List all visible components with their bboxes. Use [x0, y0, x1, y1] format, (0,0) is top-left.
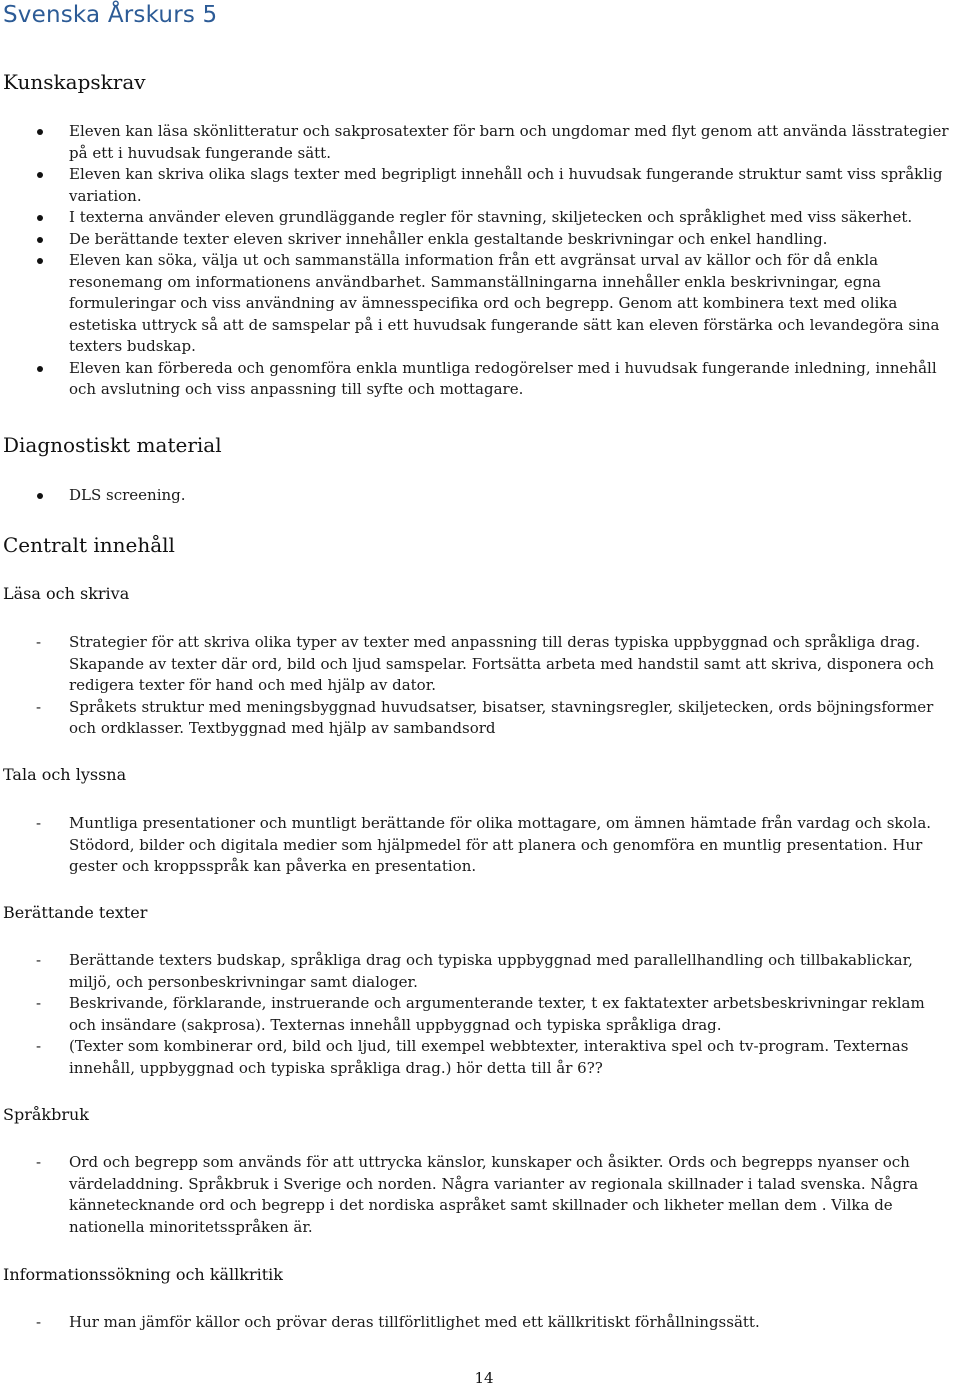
- list-item: Eleven kan läsa skönlitteratur och sakprosatexter för barn och ungdomar med flyt genom att använda lässtrategier på ett i huvudsak fungerande sätt.: [0, 121, 960, 164]
- list-item: - Språkets struktur med meningsbyggnad huvudsatser, bisatser, stavningsregler, skiljetecken, ords böjningsformer och ordklasser. Textbyggnad med hjälp av sambandsord: [0, 697, 960, 740]
- kunskapskrav-list: [0, 121, 960, 401]
- subheading-sprakbruk: Språkbruk: [3, 1105, 89, 1124]
- list-item: De berättande texter eleven skriver innehåller enkla gestaltande beskrivningar och enkel handling.: [0, 229, 960, 251]
- tala-och-lyssna-list: [0, 813, 960, 878]
- subheading-informationssokning: Informationssökning och källkritik: [3, 1265, 283, 1284]
- heading-diagnostiskt-material: Diagnostiskt material: [3, 433, 222, 457]
- diagnostiskt-list: [0, 485, 960, 507]
- page-number: 14: [474, 1369, 494, 1387]
- list-item: DLS screening.: [0, 485, 960, 507]
- list-item: - (Texter som kombinerar ord, bild och ljud, till exempel webbtexter, interaktiva spel och tv-program. Texternas innehåll, uppbyggnad och typiska språkliga drag.) hör detta till år 6??: [0, 1036, 960, 1079]
- heading-centralt-innehall: Centralt innehåll: [3, 533, 175, 557]
- list-item: - Berättande texters budskap, språkliga drag och typiska uppbyggnad med parallellhandling och tillbakablickar, miljö, och personbeskrivningar samt dialoger.: [0, 950, 960, 993]
- list-item: - Hur man jämför källor och prövar deras tillförlitlighet med ett källkritiskt förhållningssätt.: [0, 1312, 960, 1334]
- berattande-texter-list: [0, 950, 960, 1079]
- list-item: Eleven kan förbereda och genomföra enkla muntliga redogörelser med i huvudsak fungerande inledning, innehåll och avslutning och viss anpassning till syfte och mottagare.: [0, 358, 960, 401]
- list-item: I texterna använder eleven grundläggande regler för stavning, skiljetecken och språklighet med viss säkerhet.: [0, 207, 960, 229]
- heading-kunskapskrav: Kunskapskrav: [3, 70, 146, 94]
- list-item: Eleven kan söka, välja ut och sammanställa information från ett avgränsat urval av källor och för då enkla resonemang om informationens användbarhet. Sammanställningarna innehåller enkla beskrivningar, egna formuleringar och viss användning av ämnesspecifika ord och begrepp. Genom att kombinera text med olika estetiska uttryck så att de samspelar på i ett huvudsak fungerande sätt kan eleven förstärka och levandegöra sina texters budskap.: [0, 250, 960, 358]
- list-item: Eleven kan skriva olika slags texter med begripligt innehåll och i huvudsak fungerande struktur samt viss språklig variation.: [0, 164, 960, 207]
- document-title: Svenska Årskurs 5: [3, 2, 218, 28]
- list-item: - Strategier för att skriva olika typer av texter med anpassning till deras typiska uppbyggnad och språkliga drag. Skapande av texter där ord, bild och ljud samspelar. Fortsätta arbeta med handstil samt att skriva, disponera och redigera texter för hand och med hjälp av dator.: [0, 632, 960, 697]
- subheading-berattande-texter: Berättande texter: [3, 903, 148, 922]
- lasa-och-skriva-list: [0, 632, 960, 740]
- informationssokning-list: [0, 1312, 960, 1334]
- sprakbruk-list: [0, 1152, 960, 1238]
- list-item: - Muntliga presentationer och muntligt berättande för olika mottagare, om ämnen hämtade från vardag och skola. Stödord, bilder och digitala medier som hjälpmedel för att planera och genomföra en muntlig presentation. Hur gester och kroppsspråk kan påverka en presentation.: [0, 813, 960, 878]
- list-item: - Ord och begrepp som används för att uttrycka känslor, kunskaper och åsikter. Ords och begrepps nyanser och värdeladdning. Språkbruk i Sverige och norden. Några varianter av regionala skillnader i talad svenska. Några kännetecknande ord och begrepp i det nordiska aspråket samt skillnader och likheter mellan dem . Vilka de nationella minoritetsspråken är.: [0, 1152, 960, 1238]
- subheading-tala-och-lyssna: Tala och lyssna: [3, 765, 127, 784]
- list-item: - Beskrivande, förklarande, instruerande och argumenterande texter, t ex faktatexter arbetsbeskrivningar reklam och insändare (sakprosa). Texternas innehåll uppbyggnad och typiska språkliga drag.: [0, 993, 960, 1036]
- subheading-lasa-och-skriva: Läsa och skriva: [3, 584, 130, 603]
